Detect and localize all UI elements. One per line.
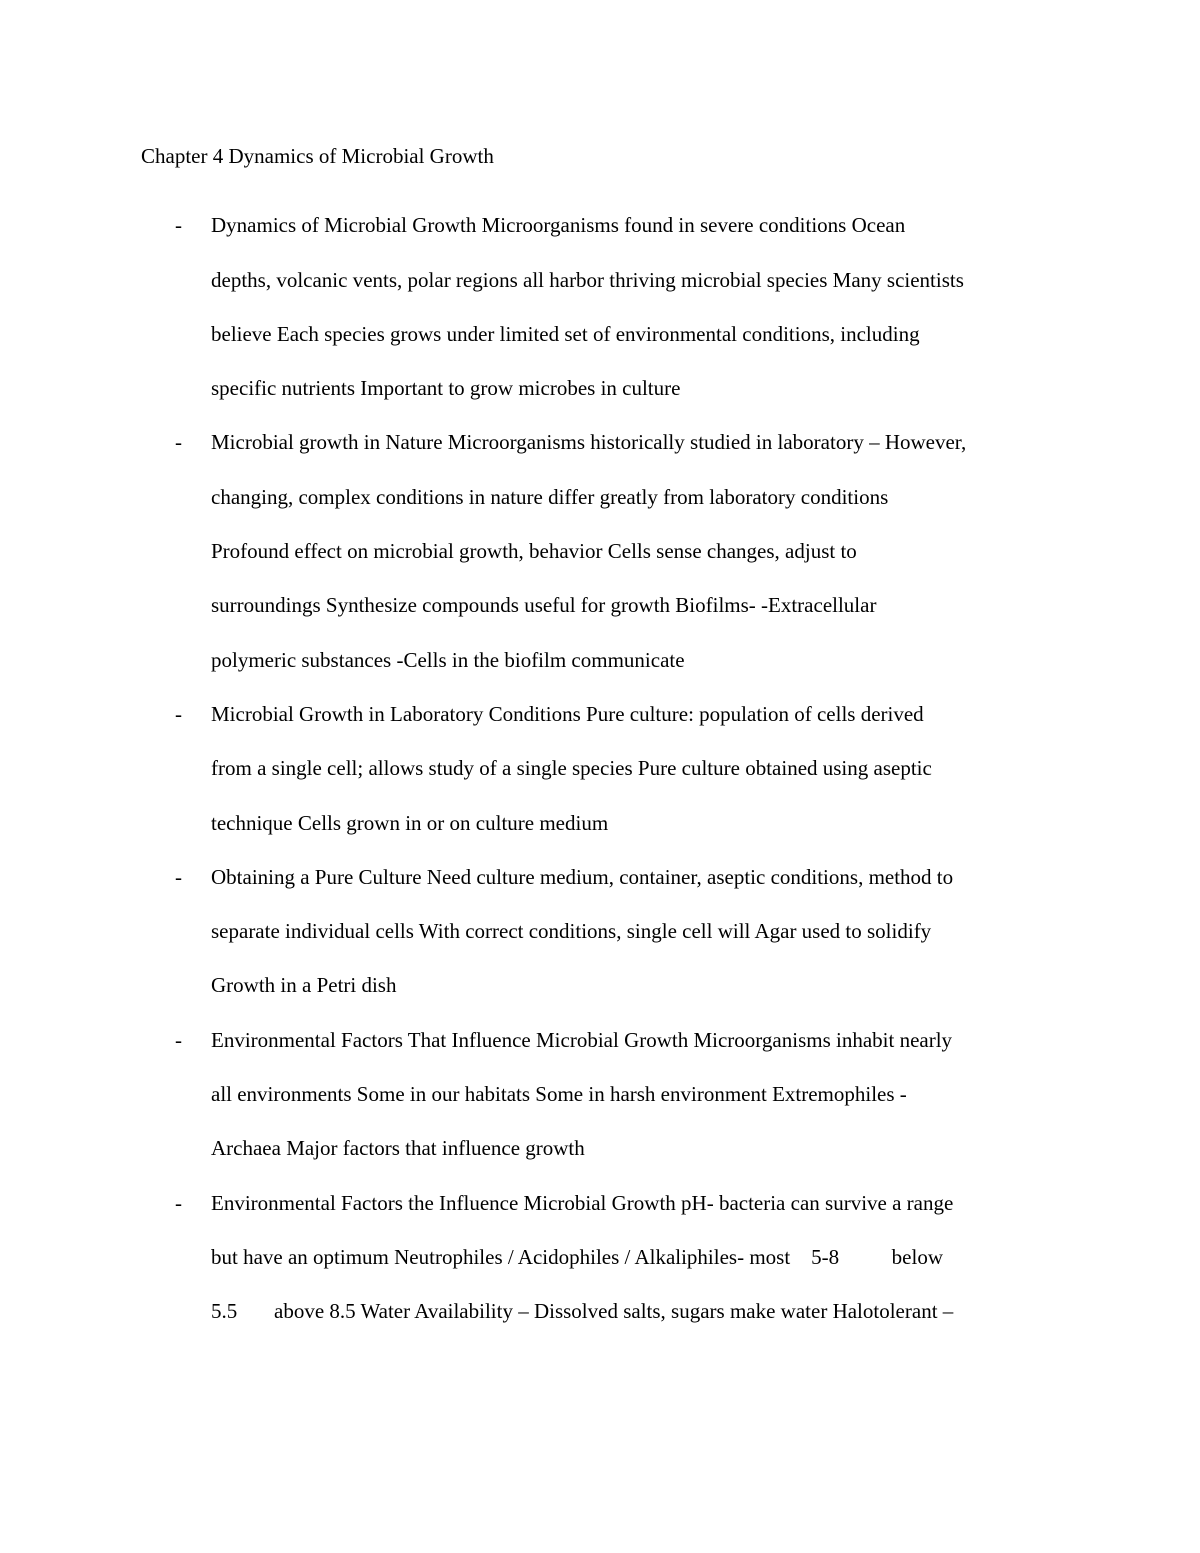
text-line: but have an optimum Neutrophiles / Acidophiles / Alkaliphiles- most 5-8 below [211, 1245, 943, 1269]
dash-marker: - [175, 1028, 182, 1052]
text-line: Growth in a Petri dish [211, 973, 397, 997]
text-line: depths, volcanic vents, polar regions all harbor thriving microbial species Many scientists [211, 268, 964, 292]
text-line: Archaea Major factors that influence growth [211, 1136, 585, 1160]
dash-marker: - [175, 213, 182, 237]
dash-marker: - [175, 1191, 182, 1215]
text-line: Microbial Growth in Laboratory Conditions Pure culture: population of cells derived [211, 702, 924, 726]
text-line: separate individual cells With correct conditions, single cell will Agar used to solidify [211, 919, 932, 943]
text-line: 5.5 above 8.5 Water Availability – Dissolved salts, sugars make water Halotolerant – [211, 1299, 954, 1323]
text-line: Profound effect on microbial growth, behavior Cells sense changes, adjust to [211, 539, 857, 563]
dash-marker: - [175, 430, 182, 454]
text-line: changing, complex conditions in nature differ greatly from laboratory conditions [211, 485, 889, 509]
text-line: Environmental Factors the Influence Microbial Growth pH- bacteria can survive a range [211, 1191, 954, 1215]
text-line: Microbial growth in Nature Microorganisms historically studied in laboratory – However, [211, 430, 967, 454]
dash-marker: - [175, 702, 182, 726]
text-line: Obtaining a Pure Culture Need culture medium, container, aseptic conditions, method to [211, 865, 954, 889]
text-line: specific nutrients Important to grow microbes in culture [211, 376, 681, 400]
text-line: technique Cells grown in or on culture medium [211, 811, 609, 835]
dash-marker: - [175, 865, 182, 889]
text-line: from a single cell; allows study of a single species Pure culture obtained using aseptic [211, 756, 932, 780]
text-line: Environmental Factors That Influence Microbial Growth Microorganisms inhabit nearly [211, 1028, 953, 1052]
text-line: all environments Some in our habitats Some in harsh environment Extremophiles - [211, 1082, 907, 1106]
text-line: polymeric substances -Cells in the biofilm communicate [211, 648, 685, 672]
document-title: Chapter 4 Dynamics of Microbial Growth [141, 144, 494, 168]
text-line: surroundings Synthesize compounds useful for growth Biofilms- -Extracellular [211, 593, 877, 617]
text-line: Dynamics of Microbial Growth Microorganisms found in severe conditions Ocean [211, 213, 906, 237]
text-line: believe Each species grows under limited set of environmental conditions, including [211, 322, 920, 346]
